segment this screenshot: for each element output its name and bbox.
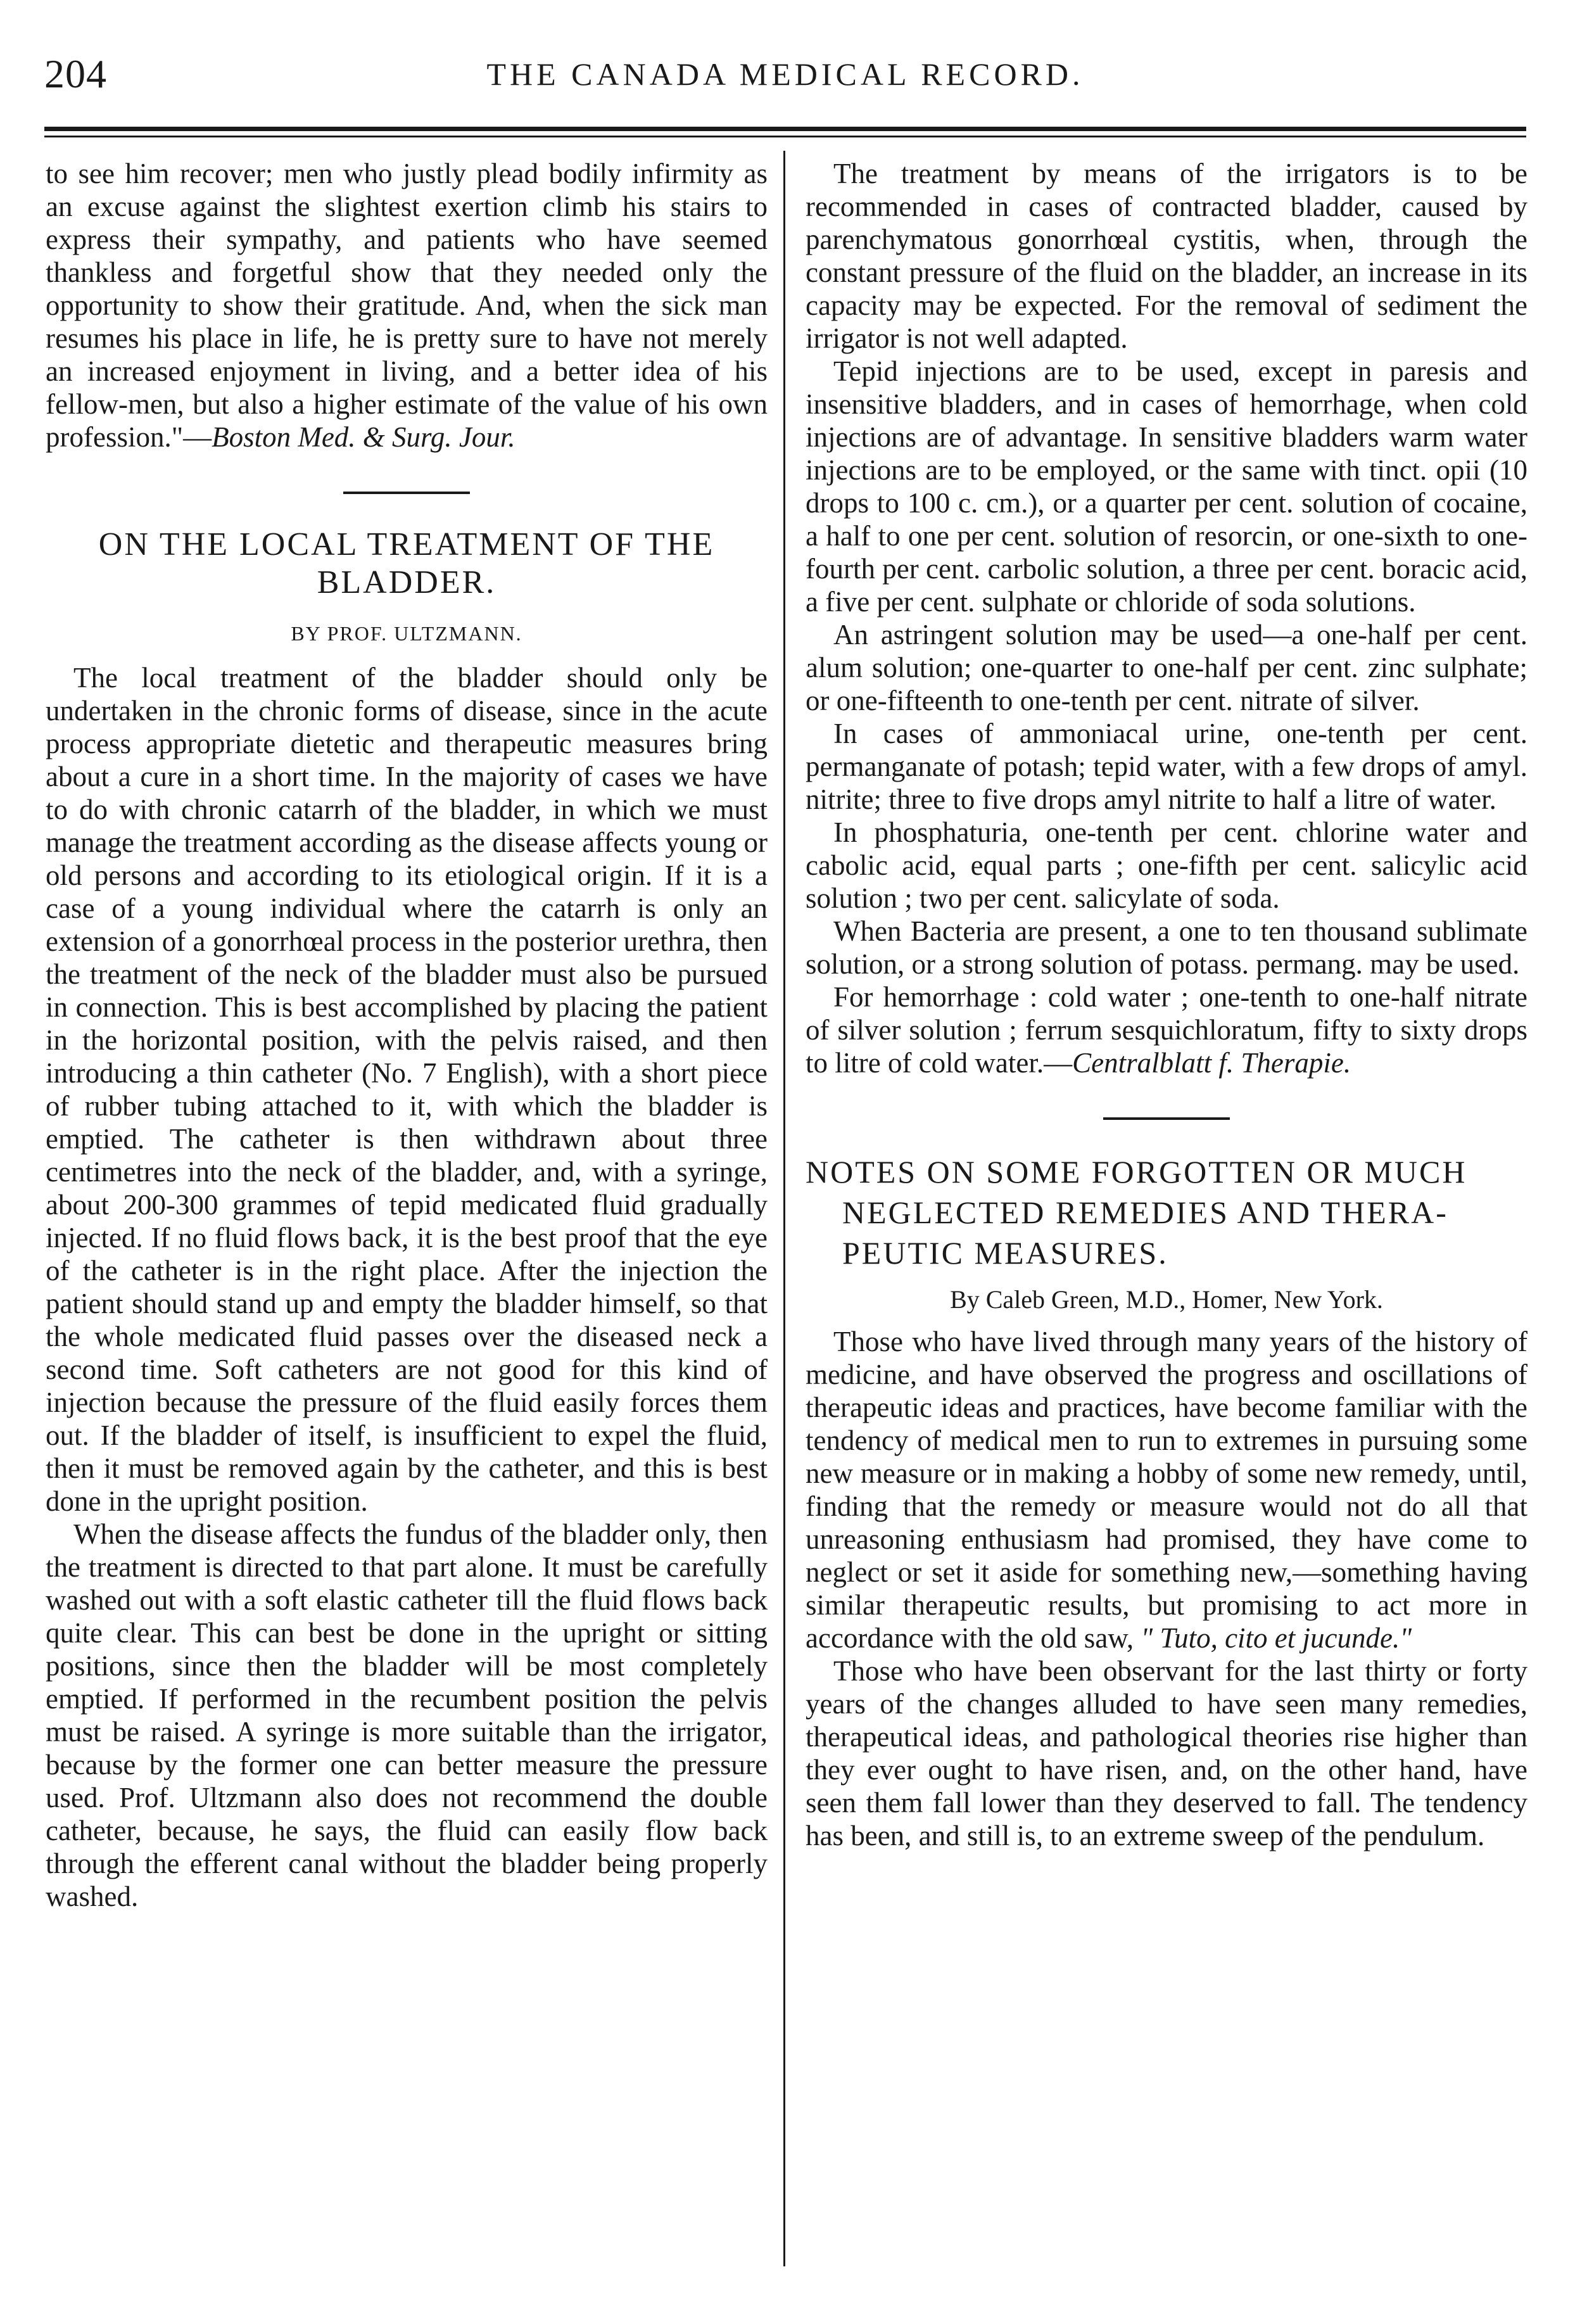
paragraph: Tepid injections are to be used, except in paresis and insensitive bladders, and in cases of hemorrhage, when cold injections are of advantage. In sensitive bladders warm water injections are to be employed, or the same with tinct. opii (10 drops to 100 c. cm.), or a quarter per cent. solution of cocaine, a half to one per cent. solution of resorcin, or one-sixth to one-fourth per cent. carbolic solution, a three per cent. boracic acid, a five per cent. sulphate or chloride of soda solutions. [806, 355, 1527, 618]
page-number: 204 [44, 51, 107, 96]
article-byline-green: By Caleb Green, M.D., Homer, New York. [950, 1285, 1383, 1314]
latin-quote: " Tuto, cito et jucunde." [1141, 1622, 1412, 1654]
hemorrhage-text: For hemorrhage : cold water ; one-tenth to one-half nitrate of silver solution ; ferrum sesquichloratum, fifty to sixty drops to litre of cold water.— [806, 981, 1527, 1079]
section-divider [343, 492, 470, 494]
paragraph: An astringent solution may be used—a one-half per cent. alum solution; one-quarter to one-half per cent. zinc sulphate; or one-fifteenth to one-tenth per cent. nitrate of silver. [806, 619, 1527, 716]
paragraph [806, 1325, 1527, 1654]
page-header [44, 46, 1526, 103]
continuation-paragraph [46, 157, 768, 454]
article-byline-ultzmann: BY PROF. ULTZMANN. [291, 622, 522, 645]
paragraph: The local treatment of the bladder should only be undertaken in the chronic forms of disease, since in the acute process appropriate dietetic and therapeutic measures bring about a cure in a short time. In the majority of cases we have to do with chronic catarrh of the bladder, in which we must manage the treatment according as the disease affects young or old persons and according to its etiological origin. If it is a case of a young individual where the catarrh is only an extension of a gonorrhœal process in the posterior urethra, then the treatment of the neck of the bladder must also be pursued in connection. This is best accomplished by placing the patient in the horizontal position, with the pelvis raised, and then introducing a thin catheter (No. 7 English), with a short piece of rubber tubing attached to it, with which the bladder is emptied. The catheter is then withdrawn about three centimetres into the neck of the bladder, and, with a syringe, about 200-300 grammes of tepid medicated fluid gradually injected. If no fluid flows back, it is the best proof that the eye of the catheter is in the right place. After the injection the patient should stand up and empty the bladder himself, so that the whole medicated fluid passes over the diseased neck a second time. Soft catheters are not good for this kind of injection because the pressure of the fluid easily forces them out. If the bladder of itself, is insufficient to expel the fluid, then it must be removed again by the catheter, and this is best done in the upright position. [46, 662, 768, 1517]
section-divider [1103, 1117, 1230, 1120]
header-rule-thick [44, 127, 1526, 131]
continuation-text: to see him recover; men who justly plead bodily infirmity as an excuse against the slightest exertion climb his stairs to express their sympathy, and patients who have seemed thankless and forgetful show that they needed only the opportunity to show their gratitude. And, when the sick man resumes his place in life, he is pretty sure to have not merely an increased enjoyment in living, and a better idea of his fellow-men, but also a higher estimate of the value of his own profession."— [46, 158, 768, 453]
article-title-bladder: ON THE LOCAL TREATMENT OF THE BLADDER. [98, 526, 715, 600]
article-title-line: NEGLECTED REMEDIES AND THERA- [842, 1195, 1448, 1230]
hemorrhage-source: Centralblatt f. Therapie. [1072, 1047, 1351, 1079]
running-head: THE CANADA MEDICAL RECORD. [486, 56, 1084, 92]
continuation-source: Boston Med. & Surg. Jour. [212, 421, 515, 453]
paragraph: In phosphaturia, one-tenth per cent. chlorine water and cabolic acid, equal parts ; one-fifth per cent. salicylic acid solution ; two per cent. salicylate of soda. [806, 816, 1527, 914]
article-title-line: NOTES ON SOME FORGOTTEN OR MUCH [806, 1154, 1467, 1190]
column-divider [783, 151, 785, 2266]
right-column [806, 157, 1527, 1852]
paragraph: The treatment by means of the irrigators is to be recommended in cases of contracted bladder, caused by parenchymatous gonorrhœal cystitis, when, through the constant pressure of the fluid on the bladder, an increase in its capacity may be expected. For the removal of sediment the irrigator is not well adapted. [806, 158, 1527, 354]
paragraph-text: Those who have lived through many years of the history of medicine, and have observed the progress and oscillations of therapeutic ideas and practices, have become familiar with the tendency of medical men to run to extremes in pursuing some new measure or in making a hobby of some new remedy, until, finding that the remedy or measure would not do all that unreasoning enthusiasm had promised, they have come to neglect or set it aside for something new,—something having similar therapeutic results, but promising to act more in accordance with the old saw, [806, 1326, 1527, 1654]
paragraph: In cases of ammoniacal urine, one-tenth per cent. permanganate of potash; tepid water, with a few drops of amyl. nitrite; three to five drops amyl nitrite to half a litre of water. [806, 718, 1527, 815]
header-rule-thin [44, 136, 1526, 137]
paragraph: When Bacteria are present, a one to ten thousand sublimate solution, or a strong solution of potass. permang. may be used. [806, 915, 1527, 980]
hemorrhage-paragraph [806, 981, 1527, 1079]
article-title-remedies [806, 1152, 1527, 1273]
paragraph: When the disease affects the fundus of the bladder only, then the treatment is directed to that part alone. It must be carefully washed out with a soft elastic catheter till the fluid flows back quite clear. This can best be done in the upright or sitting positions, since then the bladder will be most completely emptied. If performed in the recumbent position the pelvis must be raised. A syringe is more suitable than the irrigator, because by the former one can better measure the pressure used. Prof. Ultzmann also does not recommend the double catheter, because, he says, the fluid can easily flow back through the efferent canal without the bladder being properly washed. [46, 1518, 768, 1912]
paragraph: Those who have been observant for the last thirty or forty years of the changes alluded to have seen many remedies, therapeutical ideas, and pathological theories rise higher than they ever ought to have risen, and, on the other hand, have seen them fall lower than they deserved to fall. The tendency has been, and still is, to an extreme sweep of the pendulum. [806, 1655, 1527, 1851]
left-column [46, 157, 768, 1913]
article-title-line: PEUTIC MEASURES. [842, 1235, 1168, 1271]
